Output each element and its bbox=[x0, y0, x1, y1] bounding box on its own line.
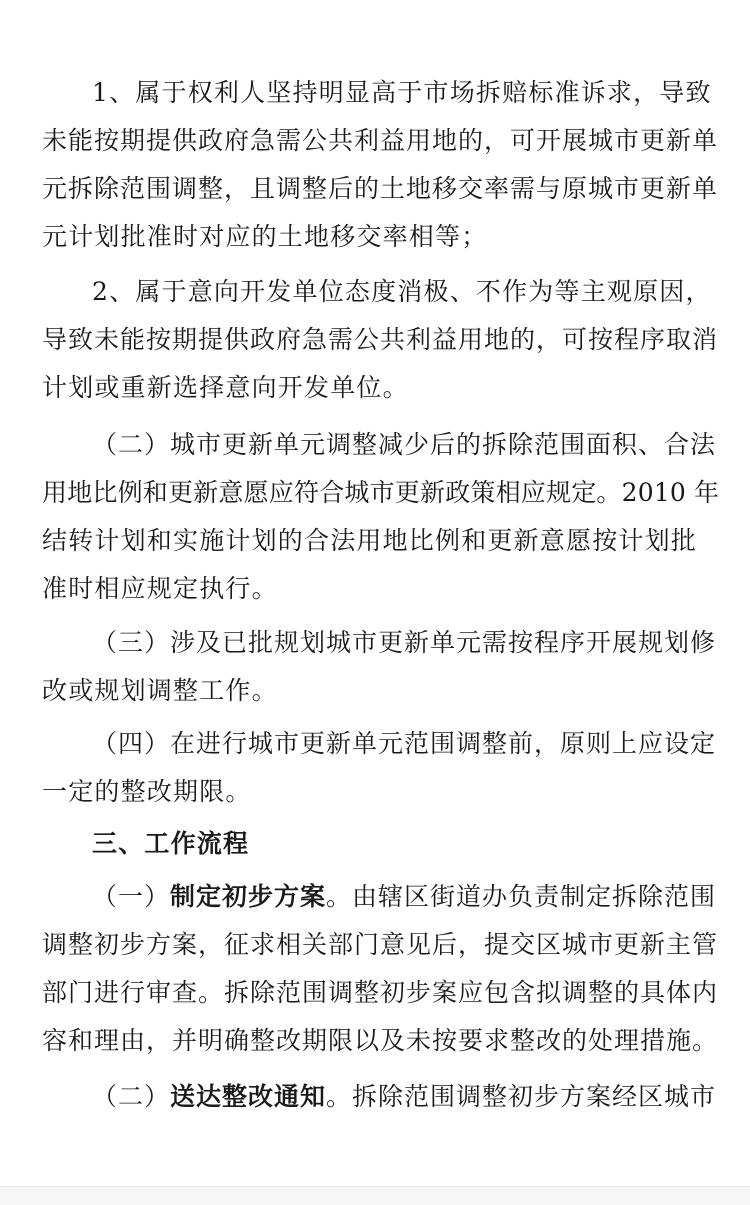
p7-prefix: （二） bbox=[92, 1082, 171, 1111]
p4-line-2: 改或规划调整工作。 bbox=[42, 676, 278, 705]
p3-line-1: （二）城市更新单元调整减少后的拆除范围面积、合法 bbox=[92, 430, 717, 459]
p1-line-3: 元拆除范围调整，且调整后的土地移交率需与原城市更新单 bbox=[42, 174, 719, 203]
p1-line-4: 元计划批准时对应的土地移交率相等； bbox=[42, 222, 488, 251]
p6-line-1 bbox=[92, 880, 716, 914]
p6-bold-title: 制定初步方案 bbox=[170, 882, 327, 911]
p1-line-2: 未能按期提供政府急需公共利益用地的，可开展城市更新单 bbox=[42, 126, 719, 155]
p5-line-2: 一定的整改期限。 bbox=[42, 777, 252, 806]
p6-line-1-rest: 。由辖区街道办负责制定拆除范围 bbox=[326, 882, 717, 911]
p7-line-1 bbox=[92, 1080, 716, 1114]
p2-line-1: 2、属于意向开发单位态度消极、不作为等主观原因， bbox=[92, 277, 712, 306]
p1-line-1: 1、属于权利人坚持明显高于市场拆赔标准诉求，导致 bbox=[92, 78, 712, 107]
bottom-edge-strip bbox=[0, 1186, 750, 1205]
p3-line-3: 结转计划和实施计划的合法用地比例和更新意愿按计划批 bbox=[42, 526, 698, 555]
p6-line-3: 部门进行审查。拆除范围调整初步案应包含拟调整的具体内 bbox=[42, 978, 719, 1007]
p3-line-4: 准时相应规定执行。 bbox=[42, 574, 278, 603]
section-heading: 三、工作流程 bbox=[92, 829, 250, 858]
p2-line-3: 计划或重新选择意向开发单位。 bbox=[42, 373, 409, 402]
p3-line-2: 用地比例和更新意愿应符合城市更新政策相应规定。2010 年 bbox=[42, 478, 720, 507]
p6-prefix: （一） bbox=[92, 882, 171, 911]
p6-line-2: 调整初步方案，征求相关部门意见后，提交区城市更新主管 bbox=[42, 930, 719, 959]
p2-line-2: 导致未能按期提供政府急需公共利益用地的，可按程序取消 bbox=[42, 325, 719, 354]
p5-line-1: （四）在进行城市更新单元范围调整前，原则上应设定 bbox=[92, 729, 717, 758]
p4-line-1: （三）涉及已批规划城市更新单元需按程序开展规划修 bbox=[92, 628, 717, 657]
p7-line-1-rest: 。拆除范围调整初步方案经区城市 bbox=[326, 1082, 717, 1111]
p7-bold-title: 送达整改通知 bbox=[170, 1082, 327, 1111]
p6-line-4: 容和理由，并明确整改期限以及未按要求整改的处理措施。 bbox=[42, 1026, 719, 1055]
